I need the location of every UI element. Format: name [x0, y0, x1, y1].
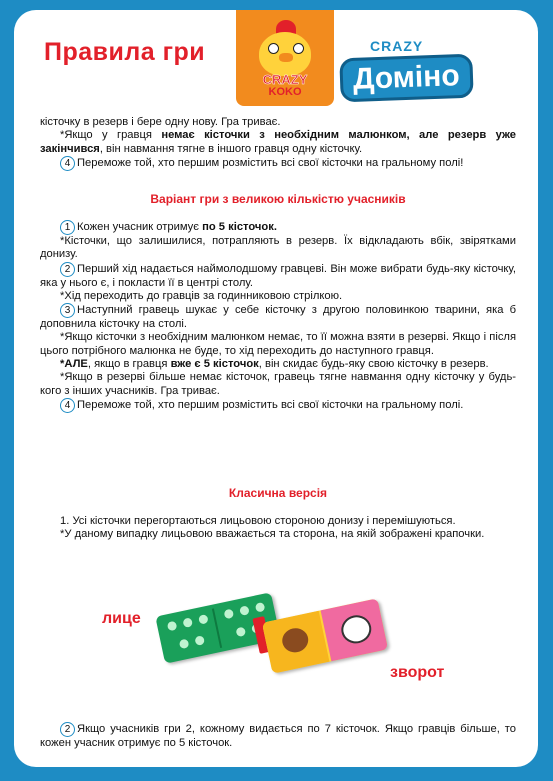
domino-dot: [223, 609, 234, 620]
mascot-eye-left: [268, 43, 279, 54]
many-p3: 2 Перший хід надається наймолодшому гравцеві. Він може вибрати будь-яку кісточку, яка у нього є, і покласти її в центрі столу.: [40, 262, 516, 289]
step-number: 2: [60, 262, 75, 277]
intro-text: [40, 116, 516, 171]
domino-dot: [194, 635, 205, 646]
section-heading-classic: Класична версія: [228, 486, 328, 500]
many-p9: 4 Переможе той, хто першим розмістить всі свої кісточки на гральному полі.: [40, 398, 516, 413]
section-classic-final: [40, 722, 516, 750]
game-logo-crazy: CRAZY: [370, 38, 424, 54]
step-number: 2: [60, 722, 75, 737]
step-number: 4: [60, 398, 75, 413]
mascot-eye-right: [293, 43, 304, 54]
intro-line-1: кісточку в резерв і бере одну нову. Гра триває.: [40, 116, 281, 128]
step-number: 1: [60, 220, 75, 235]
many-p2: *Кісточки, що залишилися, потрапляють в резерв. Їх відкладають вбік, звірятками донизу.: [40, 235, 516, 261]
rules-card: [14, 10, 538, 767]
classic-p1: 1. Усі кісточки перегортаються лицьовою стороною донизу і перемішуються.: [60, 515, 456, 527]
classic-p2: *У даному випадку лицьовою вважається та сторона, на якій зображені крапочки.: [60, 528, 485, 541]
domino-dot: [167, 621, 178, 632]
domino-divider: [212, 608, 222, 648]
page-title: Правила гри: [44, 38, 206, 66]
domino-dot: [255, 602, 266, 613]
domino-dot: [182, 617, 193, 628]
domino-dot: [239, 605, 250, 616]
many-p1: 1 Кожен учасник отримує по 5 кісточок.: [40, 220, 516, 235]
many-p8: *Якщо в резерві більше немає кісточок, гравець тягне навмання одну кісточку у будь-кого з інших учасників. Гра триває.: [40, 371, 516, 397]
many-p5: 3 Наступний гравець шукає у себе кісточку з другою половинкою тварини, яка б доповнила кісточку на столі.: [40, 304, 516, 331]
section-many-text: [40, 220, 516, 413]
label-face: лице: [102, 610, 141, 627]
domino-dot: [235, 627, 246, 638]
domino-dot: [198, 614, 209, 625]
mascot-beak: [279, 53, 293, 62]
section-classic-text: [40, 515, 516, 542]
intro-line-3: 4 Переможе той, хто першим розмістить всі свої кісточки на гральному полі!: [40, 156, 516, 171]
domino-dot: [179, 639, 190, 650]
step-number: 4: [60, 156, 75, 171]
brand-name-top: CRAZY: [262, 72, 308, 87]
many-p7: *АЛЕ, якщо в гравця вже є 5 кісточок, він скидає будь-яку свою кісточку в резерв.: [60, 358, 489, 371]
label-back: зворот: [390, 664, 445, 681]
game-logo-name: Доміно: [339, 54, 473, 103]
many-p4: *Хід переходить до гравців за годинниковою стрілкою.: [60, 289, 343, 302]
many-p6: *Якщо кісточки з необхідним малюнком немає, то її можна взяти в резерві. Якщо і після цього потрібного малюнка не буде, то хід переходить до наступного гравця.: [40, 331, 516, 357]
intro-line-2: *Якщо у гравця немає кісточки з необхідним малюнком, але резерв уже закінчився, він навмання тягне в іншого гравця одну кісточку.: [40, 129, 516, 155]
section-heading-many-players: Варіант гри з великою кількістю учасників: [150, 192, 406, 206]
brand-name-bottom: KOKO: [268, 86, 302, 98]
step-number: 3: [60, 303, 75, 318]
domino-back-illustration: [262, 598, 388, 673]
classic-p3: 2 Якщо учасників гри 2, кожному видається по 7 кісточок. Якщо гравців більше, то кожен учасник отримує по 5 кісточок.: [40, 723, 516, 749]
